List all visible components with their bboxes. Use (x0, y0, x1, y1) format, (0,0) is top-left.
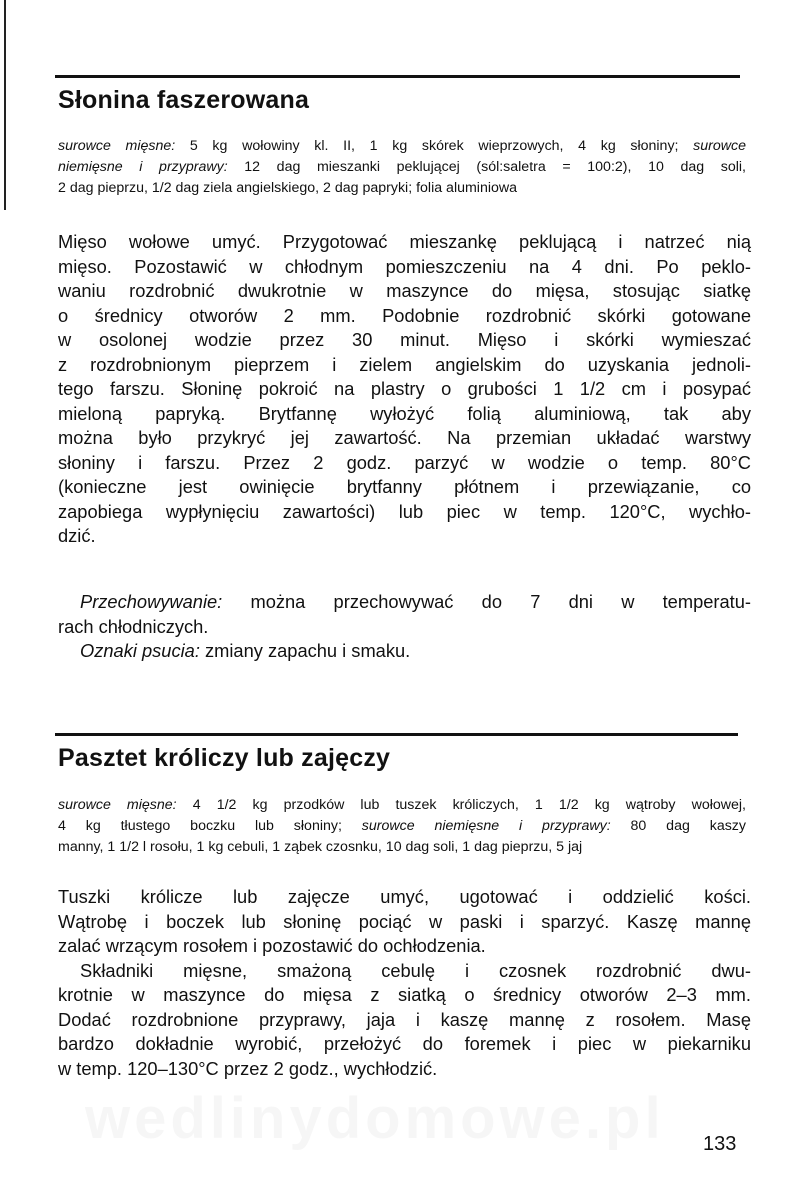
ingredients-line: manny, 1 1/2 l rosołu, 1 kg cebuli, 1 ząbek czosnku, 10 dag soli, 1 dag pieprzu, 5 jaj (58, 839, 583, 855)
watermark (85, 1085, 665, 1152)
paragraph-line: Mięso wołowe umyć. Przygotować mieszankę peklującą i natrzeć nią (58, 231, 751, 252)
paragraph-line: z rozdrobnionym pieprzem i zielem angielskim do uzyskania jednoli- (58, 353, 751, 375)
paragraph-line: mieloną papryką. Brytfannę wyłożyć folią aluminiową, tak aby (58, 402, 751, 424)
ingredients-block-2 (58, 795, 746, 858)
paragraph-line: tego farszu. Słoninę pokroić na plastry o grubości 1 1/2 cm i posypać (58, 378, 751, 399)
spoilage-label: Oznaki psucia: (80, 640, 200, 661)
section-rule-1 (55, 75, 740, 78)
recipe-instructions-1 (58, 230, 751, 549)
paragraph-line: mięso. Pozostawić w chłodnym pomieszczeniu na 4 dni. Po peklo- (58, 255, 751, 277)
storage-text: można przechowywać do 7 dni w temperatu- (222, 591, 751, 612)
storage-text-cont: rach chłodniczych. (58, 615, 209, 637)
paragraph-line: można było przykryć jej zawartość. Na przemian układać warstwy (58, 427, 751, 448)
paragraph-line: waniu rozdrobnić dwukrotnie w maszynce do mięsa, stosując siatkę (58, 280, 751, 301)
paragraph-line: bardzo dokładnie wyrobić, przełożyć do foremek i piec w piekarniku (58, 1033, 751, 1054)
storage-note-1 (58, 590, 751, 664)
ingredients-line: surowce mięsne: 4 1/2 kg przodków lub tuszek króliczych, 1 1/2 kg wątroby wołowej, (58, 797, 746, 813)
ingredients-line: surowce mięsne: 5 kg wołowiny kl. II, 1 kg skórek wieprzowych, 4 kg słoniny; surowce (58, 138, 747, 154)
recipe-title-1: Słonina faszerowana (58, 86, 310, 114)
paragraph-line: zalać wrzącym rosołem i pozostawić do ochłodzenia. (58, 935, 486, 956)
paragraph-line: w osolonej wodzie przez 30 minut. Mięso i skórki wymieszać (58, 329, 751, 350)
section-rule-2 (55, 733, 738, 736)
page-number: 133 (703, 1133, 737, 1155)
paragraph-line: Wątrobę i boczek lub słoninę pociąć w paski i sparzyć. Kaszę mannę (58, 910, 751, 932)
ingredients-line: niemięsne i przyprawy: 12 dag mieszanki peklującej (sól:saletra = 100:2), 10 dag soli, (58, 159, 746, 175)
paragraph-line: w temp. 120–130°C przez 2 godz., wychłodzić. (58, 1057, 438, 1079)
paragraph-line: dzić. (58, 525, 96, 546)
storage-label: Przechowywanie: (80, 591, 223, 612)
paragraph-line: Dodać rozdrobnione przyprawy, jaja i kaszę mannę z rosołem. Masę (58, 1008, 751, 1030)
ingredients-line: 2 dag pieprzu, 1/2 dag ziela angielskiego, 2 dag papryki; folia aluminiowa (58, 180, 518, 196)
paragraph-line: zapobiega wypłynięciu zawartości) lub piec w temp. 120°C, wychło- (58, 500, 751, 522)
page-edge-mark (4, 0, 6, 210)
recipe-title-2: Pasztet króliczy lub zajęczy (58, 744, 391, 772)
ingredients-line: 4 kg tłustego boczku lub słoniny; surowce niemięsne i przyprawy: 80 dag kaszy (58, 818, 746, 834)
paragraph-line: krotnie w maszynce do mięsa z siatką o średnicy otworów 2–3 mm. (58, 984, 751, 1005)
spoilage-text: zmiany zapachu i smaku. (199, 640, 411, 661)
paragraph-line: Składniki mięsne, smażoną cebulę i czosnek rozdrobnić dwu- (80, 959, 751, 981)
paragraph-line: o średnicy otworów 2 mm. Podobnie rozdrobnić skórki gotowane (58, 304, 751, 326)
recipe-instructions-2 (58, 885, 751, 1081)
ingredients-block-1 (58, 136, 746, 199)
paragraph-line: Tuszki królicze lub zajęcze umyć, ugotować i oddzielić kości. (58, 886, 751, 907)
paragraph-line: (konieczne jest owinięcie brytfanny płótnem i przewiązanie, co (58, 476, 751, 497)
paragraph-line: słoniny i farszu. Przez 2 godz. parzyć w wodzie o temp. 80°C (58, 451, 751, 473)
